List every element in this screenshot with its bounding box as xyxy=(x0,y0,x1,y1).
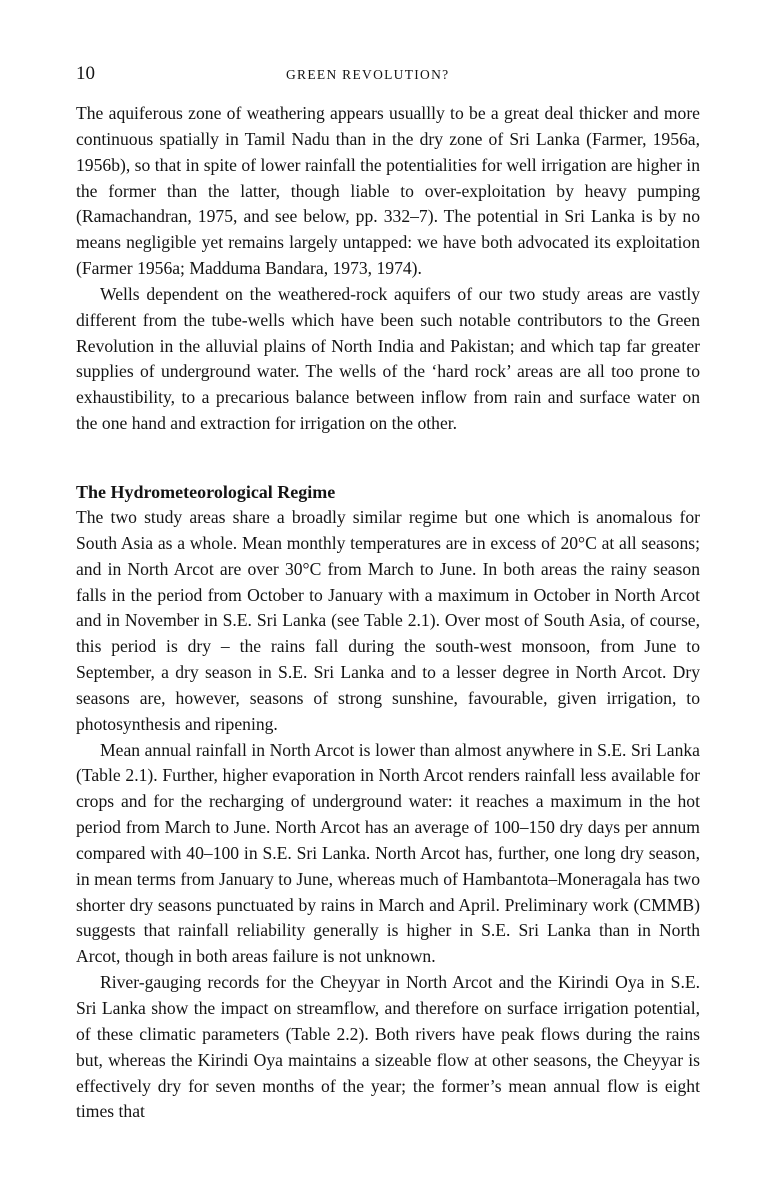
paragraph: River-gauging records for the Cheyyar in North Arcot and the Kirindi Oya in S.E. Sri Lanka show the impact on streamflow, and therefore on surface irrigation potential, of these climatic parameters (Table 2.2). Both rivers have peak flows during the rains but, whereas the Kirindi Oya maintains a sizeable flow at other seasons, the Cheyyar is effectively dry for seven months of the year; the former’s mean annual flow is eight times that xyxy=(76,972,700,1122)
paragraph: The two study areas share a broadly similar regime but one which is anomalous for South Asia as a whole. Mean monthly temperatures are in excess of 20°C at all seasons; and in North Arcot are over 30°C from March to June. In both areas the rainy season falls in the period from October to January with a maximum in October in North Arcot and in November in S.E. Sri Lanka (see Table 2.1). Over most of South Asia, of course, this period is dry – the rains fall during the south-west monsoon, from June to September, a dry season in S.E. Sri Lanka and to a lesser degree in North Arcot. Dry seasons are, however, seasons of strong sunshine, favourable, given irrigation, to photosynthesis and ripening. xyxy=(76,506,700,734)
section-heading: The Hydrometeorological Regime xyxy=(76,481,336,502)
page-number: 10 xyxy=(76,63,95,84)
running-head: GREEN REVOLUTION? xyxy=(286,67,450,82)
text-body xyxy=(76,101,700,1125)
paragraph: The aquiferous zone of weathering appears usuallly to be a great deal thicker and more continuous spatially in Tamil Nadu than in the dry zone of Sri Lanka (Farmer, 1956a, 1956b), so that in spite of lower rainfall the potentialities for well irrigation are higher in the former than the latter, though liable to over-exploitation by heavy pumping (Ramachandran, 1975, and see below, pp. 332–7). The potential in Sri Lanka is by no means negligible yet remains largely untapped: we have both advocated its exploitation (Farmer 1956a; Madduma Bandara, 1973, 1974). xyxy=(76,103,700,279)
paragraph: Mean annual rainfall in North Arcot is lower than almost anywhere in S.E. Sri Lanka (Table 2.1). Further, higher evaporation in North Arcot renders rainfall less available for crops and for the recharging of underground water: it reaches a maximum in the hot period from March to June. North Arcot has an average of 100–150 dry days per annum compared with 40–100 in S.E. Sri Lanka. North Arcot has, further, one long dry season, in mean terms from January to June, whereas much of Hambantota–Moneragala has two shorter dry seasons punctuated by rains in March and April. Preliminary work (CMMB) suggests that rainfall reliability generally is higher in S.E. Sri Lanka than in North Arcot, though in both areas failure is not unknown. xyxy=(76,739,700,967)
paragraph: Wells dependent on the weathered-rock aquifers of our two study areas are vastly different from the tube-wells which have been such notable contributors to the Green Revolution in the alluvial plains of North India and Pakistan; and which tap far greater supplies of underground water. The wells of the ‘hard rock’ areas are all too prone to exhaustibility, to a precarious balance between inflow from rain and surface water on the one hand and extraction for irrigation on the other. xyxy=(76,283,700,434)
